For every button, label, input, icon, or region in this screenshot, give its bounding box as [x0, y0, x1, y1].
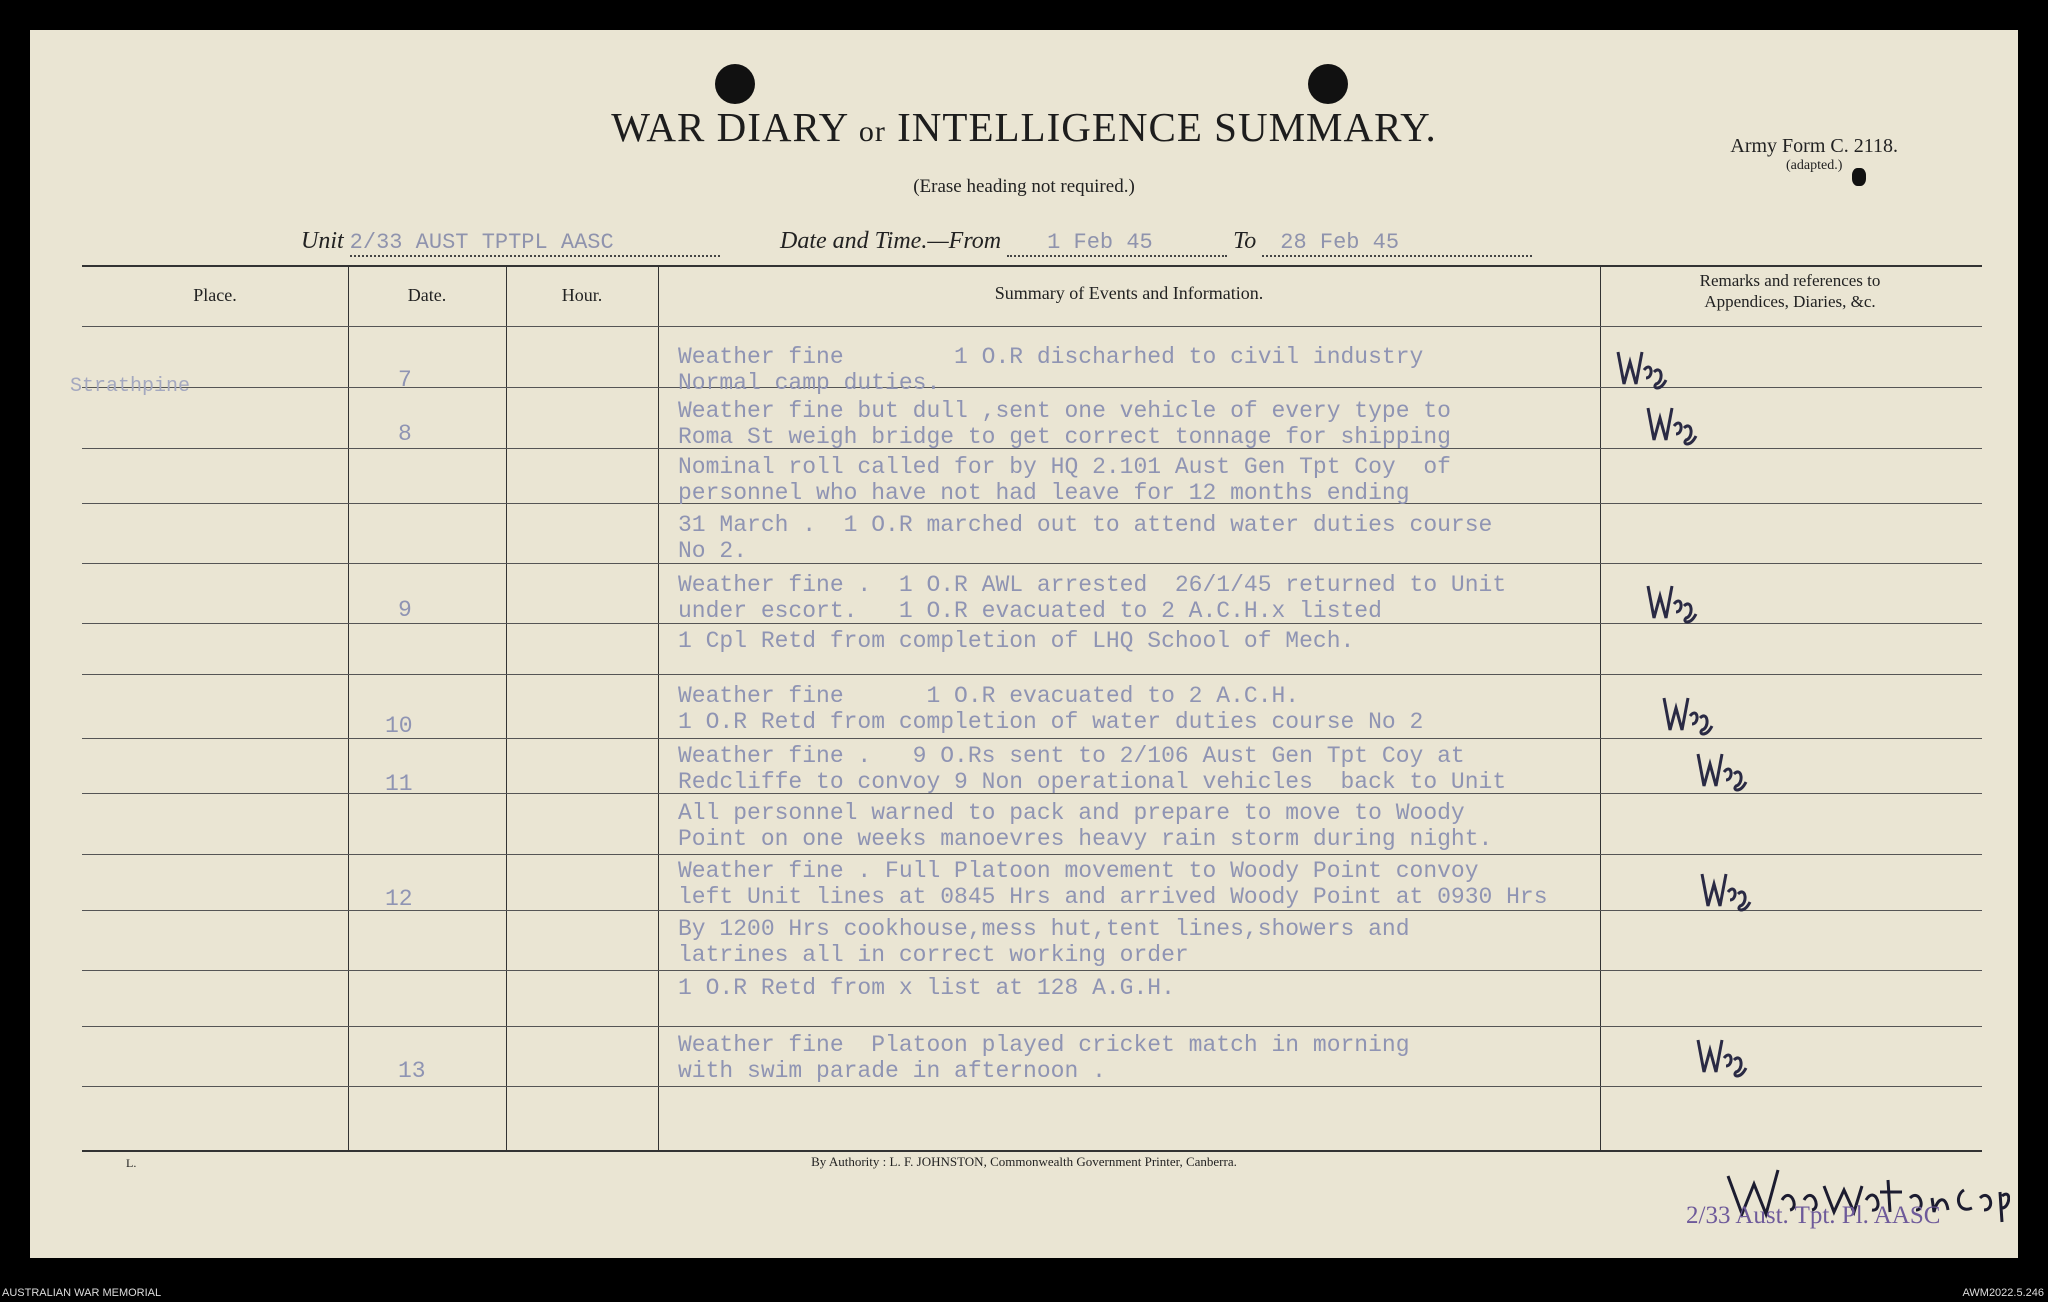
unit-value: 2/33 AUST TPTPL AASC: [349, 230, 614, 255]
initials-mark: [1698, 866, 1758, 914]
date-to-label: To: [1233, 228, 1257, 254]
torn-mark: [1852, 168, 1866, 186]
initials-mark: [1694, 746, 1754, 794]
title-part2: INTELLIGENCE SUMMARY.: [897, 104, 1437, 150]
initials-mark: [1614, 344, 1674, 392]
footer-left: L.: [126, 1156, 137, 1170]
entry-row: 1 Cpl Retd from completion of LHQ School of Mech.: [678, 628, 1355, 654]
entry-row: All personnel warned to pack and prepare to move to Woody Point on one weeks manoevres heavy rain storm during night.: [678, 800, 1493, 852]
entry-row: 1 O.R Retd from x list at 128 A.G.H.: [678, 975, 1175, 1001]
date-cell: 8: [398, 421, 412, 447]
unit-label: Unit: [301, 228, 344, 254]
date-cell: 7: [398, 367, 412, 393]
unit-line: [301, 228, 720, 257]
col-divider-2: [506, 266, 507, 1150]
date-line: [780, 228, 1532, 257]
remarks-header-line1: Remarks and references to: [1699, 271, 1881, 290]
col-divider-3: [658, 266, 659, 1150]
col-divider-1: [348, 266, 349, 1150]
place-strathpine: Strathpine: [70, 375, 191, 398]
title-part1: WAR DIARY: [611, 104, 848, 150]
entry-row: Weather fine but dull ,sent one vehicle of every type to Roma St weigh bridge to get correct tonnage for shipping: [678, 398, 1451, 450]
table-top-rule: [82, 265, 1982, 267]
title-or: or: [858, 115, 886, 148]
entry-row: 31 March . 1 O.R marched out to attend water duties course No 2.: [678, 512, 1493, 564]
page-subtitle: (Erase heading not required.): [913, 176, 1135, 197]
date-cell: 10: [385, 713, 413, 739]
col-remarks-header: [1600, 270, 1980, 312]
date-cell: 11: [385, 771, 413, 797]
caption-left: AUSTRALIAN WAR MEMORIAL: [2, 1287, 162, 1299]
header-rule: [82, 326, 1982, 327]
col-summary-header: Summary of Events and Information.: [994, 283, 1264, 303]
entry-row: Weather fine 1 O.R discharhed to civil industry Normal camp duties.: [678, 344, 1424, 396]
table-bottom-rule: [82, 1150, 1982, 1152]
col-hour-header: Hour.: [561, 285, 603, 305]
date-from-label: Date and Time.—From: [780, 228, 1002, 254]
caption-right: AWM2022.5.246: [1962, 1287, 2044, 1299]
entry-row: Weather fine . 9 O.Rs sent to 2/106 Aust Gen Tpt Coy at Redcliffe to convoy 9 Non operational vehicles back to Unit: [678, 743, 1507, 795]
footer-authority: By Authority : L. F. JOHNSTON, Commonwealth Government Printer, Canberra.: [811, 1154, 1237, 1169]
date-from-value: 1 Feb 45: [1047, 230, 1153, 255]
col-place-header: Place.: [193, 285, 237, 305]
entry-row: Weather fine Platoon played cricket match in morning with swim parade in afternoon .: [678, 1032, 1410, 1084]
entry-row: Weather fine . Full Platoon movement to Woody Point convoy left Unit lines at 0845 Hrs and arrived Woody Point at 0930 Hrs: [678, 858, 1548, 910]
entry-row: Nominal roll called for by HQ 2.101 Aust Gen Tpt Coy of personnel who have not had leave for 12 months ending: [678, 454, 1451, 506]
unit-stamp: 2/33 Aust. Tpt. Pl. AASC: [1686, 1202, 1941, 1229]
entry-row: Weather fine . 1 O.R AWL arrested 26/1/45 returned to Unit under escort. 1 O.R evacuated to 2 A.C.H.x listed: [678, 572, 1507, 624]
initials-mark: [1660, 690, 1720, 738]
punch-hole-right: [1308, 64, 1348, 104]
remarks-header-line2: Appendices, Diaries, &c.: [1704, 292, 1876, 311]
diary-page: [30, 30, 2018, 1258]
form-ref-note: (adapted.): [1786, 158, 1843, 173]
date-cell: 9: [398, 597, 412, 623]
form-reference: [1730, 136, 1898, 176]
initials-mark: [1644, 578, 1704, 626]
punch-hole-left: [715, 64, 755, 104]
form-ref-text: Army Form C. 2118.: [1730, 135, 1898, 157]
initials-mark: [1694, 1032, 1754, 1080]
date-to-value: 28 Feb 45: [1280, 230, 1400, 255]
col-date-header: Date.: [407, 285, 447, 305]
col-divider-4: [1600, 266, 1601, 1150]
page-title: [30, 103, 2018, 151]
date-cell: 13: [398, 1058, 426, 1084]
entry-row: Weather fine 1 O.R evacuated to 2 A.C.H. 1 O.R Retd from completion of water duties course No 2: [678, 683, 1424, 735]
entry-row: By 1200 Hrs cookhouse,mess hut,tent lines,showers and latrines all in correct working order: [678, 916, 1410, 968]
initials-mark: [1644, 400, 1704, 448]
date-cell: 12: [385, 886, 413, 912]
